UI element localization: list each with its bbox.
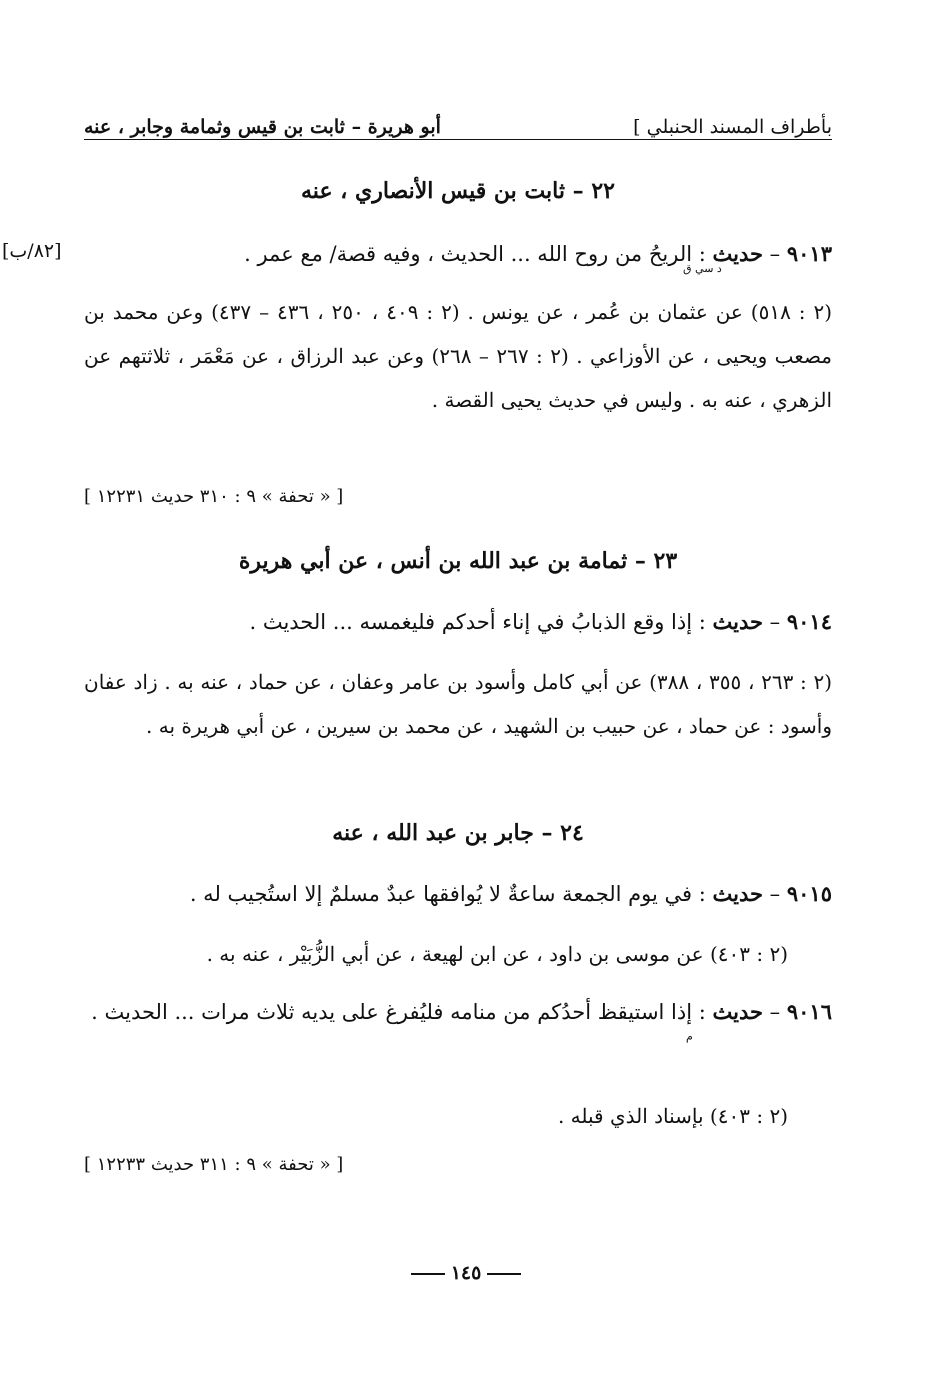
section-title: ٢٤ – جابر بن عبد الله ، عنه [332,820,584,846]
running-header [84,104,832,138]
hadith-keyword: حديث [712,609,763,634]
margin-reference: [٨٢/ب] [2,240,62,262]
isnad-paragraph: (٢ : ٢٦٣ ، ٣٥٥ ، ٣٨٨) عن أبي كامل وأسود بن عامر وعفان ، عن حماد ، عنه به . زاد عفان وأسود : عن حماد ، عن حبيب بن الشهيد ، عن محمد بن سيرين ، عن أبي هريرة به . [84,670,833,738]
hadith-text: : الريحُ من روح الله ... الحديث ، وفيه قصة/ مع عمر . [244,242,706,266]
page-number-dash [411,1273,445,1275]
hadith-keyword: حديث [712,881,763,906]
sigla-marker: م [686,1030,693,1043]
hadith-entry: ٩٠١٣ – حديث : الريحُ من روح الله ... الحديث ، وفيه قصة/ مع عمر . [244,241,832,266]
header-book-title: بأطراف المسند الحنبلي ] [633,116,832,138]
page-number [0,1262,932,1284]
section-title: ٢٣ – ثمامة بن عبد الله بن أنس ، عن أبي هريرة [238,548,678,574]
hadith-number: ٩٠١٥ [786,881,832,906]
hadith-number: ٩٠١٣ [786,241,832,266]
page-number-value: ١٤٥ [450,1262,482,1284]
hadith-keyword: حديث [712,999,763,1024]
isnad-paragraph: (٢ : ٤٠٣) عن موسى بن داود ، عن ابن لهيعة ، عن أبي الزُّبَيْر ، عنه به . [206,942,788,966]
sigla-marker: د سي ق [683,262,722,275]
hadith-entry: ٩٠١٥ – حديث : في يوم الجمعة ساعةٌ لا يُوافقها عبدٌ مسلمٌ إلا استُجيب له . [189,881,832,906]
tuhfa-reference: [ « تحفة » ٩ : ٣١١ حديث ١٢٢٣٣ ] [84,1154,344,1175]
hadith-text: : إذا وقع الذبابُ في إناء أحدكم فليغمسه ... الحديث . [249,610,706,634]
header-rule [84,139,832,140]
isnad-paragraph: (٢ : ٤٠٣) بإسناد الذي قبله . [557,1104,788,1128]
header-section-running: أبو هريرة – ثابت بن قيس وثمامة وجابر ، عنه [84,116,441,138]
page-number-dash [487,1273,521,1275]
section-title: ٢٢ – ثابت بن قيس الأنصاري ، عنه [301,178,615,204]
hadith-number: ٩٠١٦ [786,999,832,1024]
hadith-number: ٩٠١٤ [786,609,832,634]
tuhfa-reference: [ « تحفة » ٩ : ٣١٠ حديث ١٢٢٣١ ] [84,486,344,507]
isnad-paragraph: (٢ : ٥١٨) عن عثمان بن عُمر ، عن يونس . (٢ : ٤٠٩ ، ٢٥٠ ، ٤٣٦ – ٤٣٧) وعن محمد بن مصعب ويحيى ، عن الأوزاعي . (٢ : ٢٦٧ – ٢٦٨) وعن عبد الرزاق ، عن مَعْمَر ، ثلاثتهم عن الزهري ، عنه به . وليس في حديث يحيى القصة . [84,300,833,412]
hadith-entry: ٩٠١٤ – حديث : إذا وقع الذبابُ في إناء أحدكم فليغمسه ... الحديث . [249,609,832,634]
hadith-text: : في يوم الجمعة ساعةٌ لا يُوافقها عبدٌ مسلمٌ إلا استُجيب له . [189,882,706,906]
hadith-keyword: حديث [712,241,763,266]
hadith-entry: ٩٠١٦ – حديث : إذا استيقظ أحدُكم من منامه فليُفرغ على يديه ثلاث مرات ... الحديث . [91,999,832,1024]
hadith-text: : إذا استيقظ أحدُكم من منامه فليُفرغ على يديه ثلاث مرات ... الحديث . [91,1000,706,1024]
